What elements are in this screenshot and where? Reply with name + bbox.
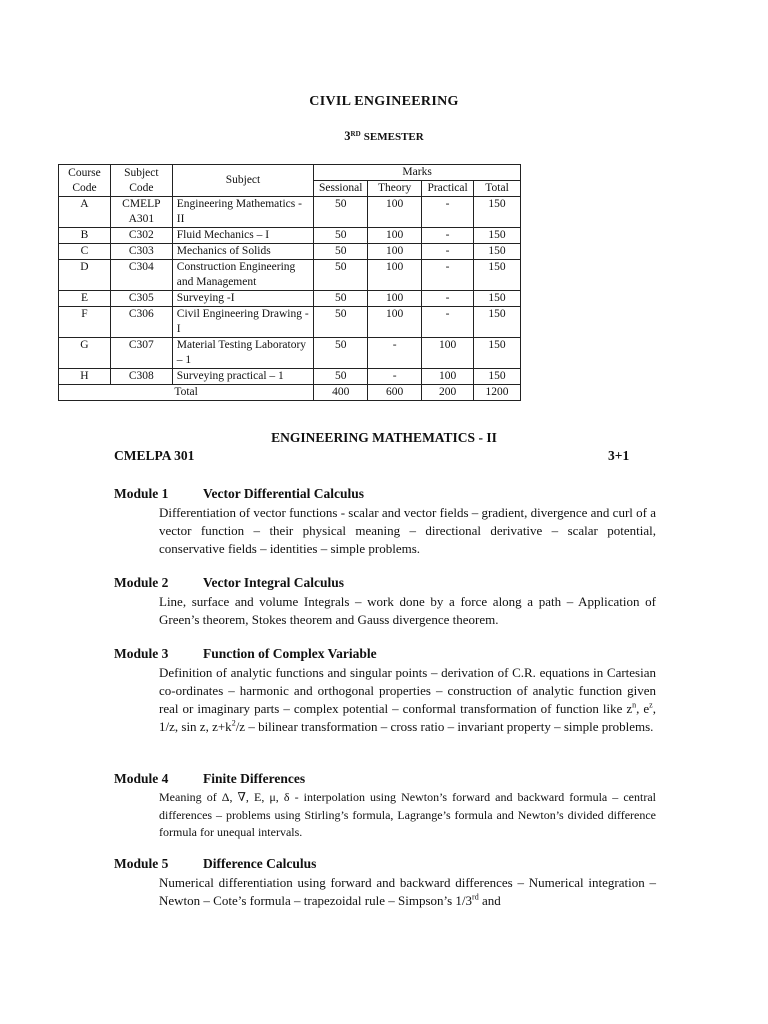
cell-code: C305: [110, 291, 172, 307]
cell-sessional: 50: [314, 369, 368, 385]
cell-total: 150: [474, 307, 521, 338]
module-number: Module 5: [114, 856, 169, 871]
module-title: Vector Differential Calculus: [203, 486, 364, 501]
module-title: Function of Complex Variable: [203, 646, 377, 661]
cell-subject: Mechanics of Solids: [172, 244, 313, 260]
cell-subject: Surveying -I: [172, 291, 313, 307]
text-part: , e: [636, 701, 650, 716]
table-row: [59, 228, 521, 244]
superscript: 2: [231, 718, 236, 728]
cell-practical: 100: [422, 338, 474, 369]
cell-course: H: [59, 369, 111, 385]
cell-practical: -: [422, 228, 474, 244]
cell-practical: -: [422, 197, 474, 228]
total-label: Total: [59, 385, 314, 401]
module-text: Line, surface and volume Integrals – work done by a force along a path – Application of Green’s theorem, Stokes theorem and Gauss divergence theorem.: [159, 594, 656, 627]
cell-theory: -: [368, 338, 422, 369]
module-heading: [114, 771, 656, 789]
header-theory: Theory: [368, 181, 422, 197]
total-row: [59, 385, 521, 401]
cell-sessional: 50: [314, 291, 368, 307]
cell-subject: Surveying practical – 1: [172, 369, 313, 385]
semester-suffix: RD: [350, 130, 361, 138]
header-subject-code: Subject Code: [110, 165, 172, 197]
cell-course: A: [59, 197, 111, 228]
cell-sessional: 50: [314, 197, 368, 228]
cell-theory: 100: [368, 228, 422, 244]
cell-total: 150: [474, 228, 521, 244]
cell-subject: Civil Engineering Drawing - I: [172, 307, 313, 338]
module-title: Finite Differences: [203, 771, 306, 786]
course-heading: ENGINEERING MATHEMATICS - II: [271, 430, 497, 445]
cell-theory: 100: [368, 260, 422, 291]
cell-total: 150: [474, 291, 521, 307]
cell-code: C303: [110, 244, 172, 260]
module-heading: [114, 575, 656, 593]
cell-practical: -: [422, 307, 474, 338]
table-row: [59, 244, 521, 260]
cell-course: D: [59, 260, 111, 291]
cell-code: C302: [110, 228, 172, 244]
module-title: Vector Integral Calculus: [203, 575, 344, 590]
cell-theory: -: [368, 369, 422, 385]
cell-theory: 100: [368, 244, 422, 260]
table-row: [59, 197, 521, 228]
cell-practical: 100: [422, 369, 474, 385]
module-2: [114, 575, 656, 629]
cell-total: 150: [474, 244, 521, 260]
module-number: Module 3: [114, 646, 169, 661]
table-row: [59, 369, 521, 385]
module-text: Meaning of Δ, ∇, E, μ, δ - interpolation using Newton’s forward and backward formula – central differences – problems using Stirling’s formula, Lagrange’s formula and Newton’s divided difference formula for unequal intervals.: [159, 790, 656, 839]
module-3: [114, 646, 656, 736]
cell-sessional: 50: [314, 338, 368, 369]
superscript: z: [649, 700, 653, 710]
cell-theory: 100: [368, 291, 422, 307]
cell-practical: -: [422, 244, 474, 260]
cell-subject: Fluid Mechanics – I: [172, 228, 313, 244]
total-total: 1200: [474, 385, 521, 401]
cell-sessional: 50: [314, 260, 368, 291]
module-number: Module 2: [114, 575, 169, 590]
superscript: rd: [472, 892, 479, 902]
cell-total: 150: [474, 338, 521, 369]
cell-total: 150: [474, 260, 521, 291]
page-title: CIVIL ENGINEERING: [309, 94, 459, 109]
table-row: [59, 260, 521, 291]
cell-practical: -: [422, 291, 474, 307]
cell-code: C304: [110, 260, 172, 291]
module-5: [114, 856, 656, 910]
text-part: , 1/z, sin z, z+k: [159, 701, 656, 734]
module-heading: [114, 486, 656, 504]
text-part: Numerical differentiation using forward and backward differences – Numerical integration – Newton – Cote’s formula – trapezoidal rule – Simpson’s 1/3: [159, 875, 656, 908]
cell-sessional: 50: [314, 307, 368, 338]
cell-total: 150: [474, 369, 521, 385]
cell-total: 150: [474, 197, 521, 228]
text-part: and: [478, 893, 501, 908]
cell-course: C: [59, 244, 111, 260]
cell-course: B: [59, 228, 111, 244]
superscript: n: [632, 700, 637, 710]
table-row: [59, 291, 521, 307]
module-text: [159, 664, 656, 736]
cell-code: C306: [110, 307, 172, 338]
cell-sessional: 50: [314, 228, 368, 244]
text-part: Definition of analytic functions and singular points – derivation of C.R. equations in Cartesian co-ordinates – harmonic and orthogonal properties – construction of analytic function given real or imaginary parts – complex potential – conformal transformation of function like z: [159, 665, 656, 716]
cell-subject: Engineering Mathematics -II: [172, 197, 313, 228]
total-theory: 600: [368, 385, 422, 401]
module-text: Differentiation of vector functions - scalar and vector fields – gradient, divergence and curl of a vector function – their physical meaning – directional derivative – scalar potential, conservative fields – identities – simple problems.: [159, 505, 656, 556]
semester-heading: [0, 129, 768, 144]
module-title: Difference Calculus: [203, 856, 317, 871]
cell-theory: 100: [368, 197, 422, 228]
header-subject: Subject: [172, 165, 313, 197]
cell-course: E: [59, 291, 111, 307]
course-code: CMELPA 301: [114, 448, 195, 463]
cell-course: G: [59, 338, 111, 369]
module-heading: [114, 646, 656, 664]
total-practical: 200: [422, 385, 474, 401]
module-number: Module 4: [114, 771, 169, 786]
cell-code: C307: [110, 338, 172, 369]
header-marks: Marks: [314, 165, 521, 181]
header-sessional: Sessional: [314, 181, 368, 197]
table-row: [59, 338, 521, 369]
text-part: /z – bilinear transformation – cross ratio – invariant property – simple problems.: [235, 719, 654, 734]
course-credits: 3+1: [608, 448, 630, 463]
marks-table: [58, 164, 521, 401]
cell-code: C308: [110, 369, 172, 385]
cell-practical: -: [422, 260, 474, 291]
cell-theory: 100: [368, 307, 422, 338]
header-practical: Practical: [422, 181, 474, 197]
semester-number: 3: [344, 129, 351, 143]
module-text: [159, 874, 656, 910]
module-1: [114, 486, 656, 558]
cell-sessional: 50: [314, 244, 368, 260]
cell-code: CMELP A301: [110, 197, 172, 228]
header-total: Total: [474, 181, 521, 197]
module-4: [114, 771, 656, 842]
module-heading: [114, 856, 656, 874]
table-row: [59, 307, 521, 338]
header-course-code: Course Code: [59, 165, 111, 197]
module-number: Module 1: [114, 486, 169, 501]
semester-word: SEMESTER: [363, 131, 424, 143]
cell-subject: Construction Engineering and Management: [172, 260, 313, 291]
cell-course: F: [59, 307, 111, 338]
total-sessional: 400: [314, 385, 368, 401]
cell-subject: Material Testing Laboratory – 1: [172, 338, 313, 369]
